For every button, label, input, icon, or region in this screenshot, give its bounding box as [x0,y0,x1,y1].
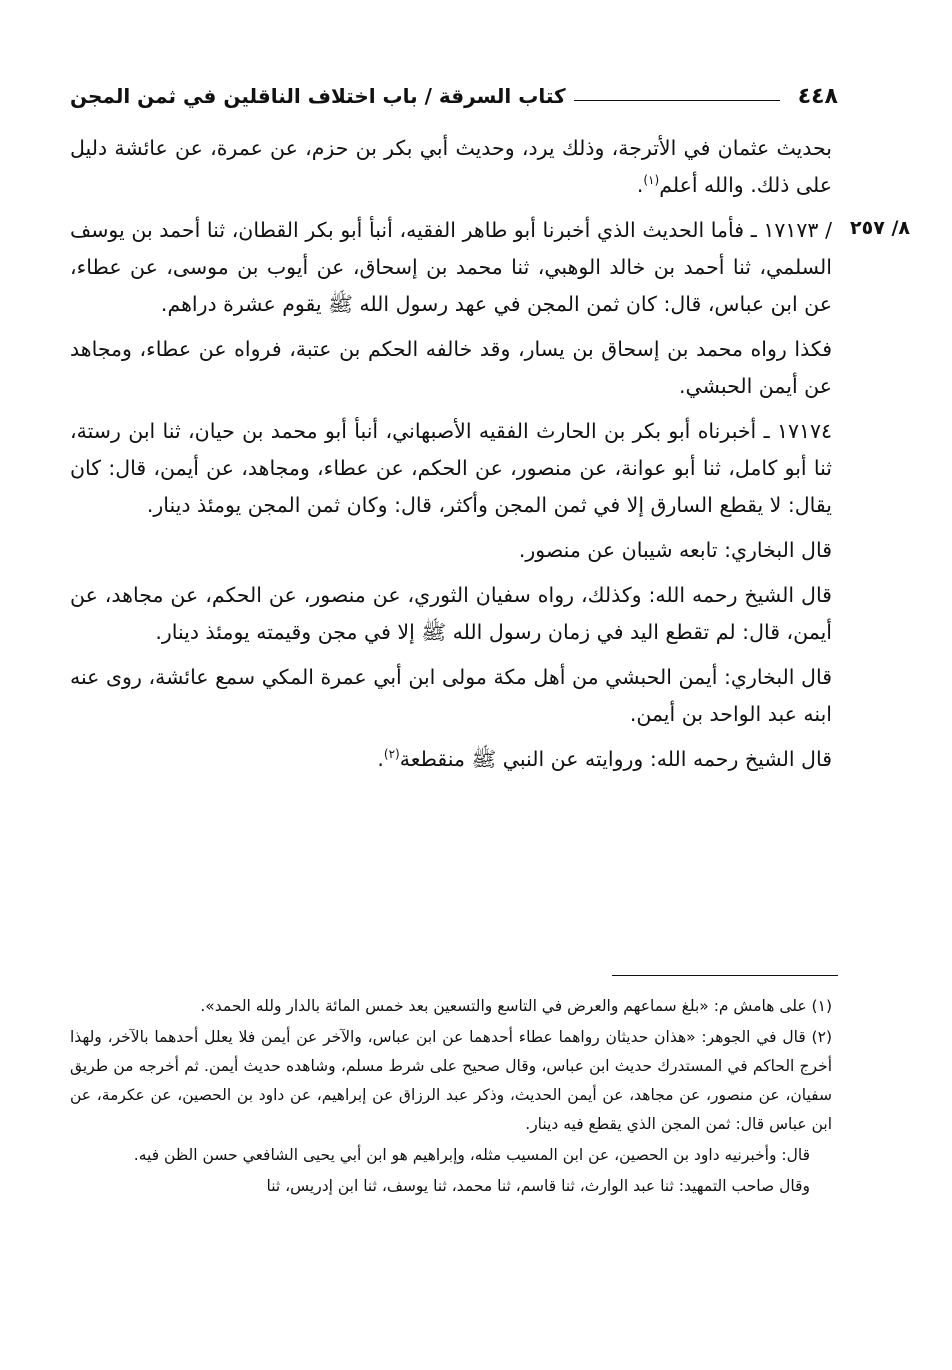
footnote-ref-1: (١) [643,173,660,188]
paragraph-8-text: قال الشيخ رحمه الله: وروايته عن النبي ﷺ منقطعة [399,747,832,771]
paragraph-5: قال البخاري: تابعه شيبان عن منصور. [518,538,832,562]
paragraph-8 [70,741,832,778]
header-rule [574,100,780,101]
page-header [70,78,838,114]
paragraph-6: قال الشيخ رحمه الله: وكذلك، رواه سفيان الثوري، عن منصور، عن الحكم، عن مجاهد، عن أيمن، قال: لم تقطع اليد في زمان رسول الله ﷺ إلا في مجن وقيمته يومئذ دينار. [70,583,832,644]
paragraph-7: قال البخاري: أيمن الحبشي من أهل مكة مولى ابن أبي عمرة المكي سمع عائشة، روى عنه ابنه عبد الواحد بن أيمن. [70,665,832,726]
margin-reference: ٨/ ٢٥٧ [850,217,910,239]
page-number: ٤٤٨ [797,83,838,109]
paragraph-4: ١٧١٧٤ ـ أخبرناه أبو بكر بن الحارث الفقيه الأصبهاني، أنبأ أبو محمد بن حيان، ثنا ابن رستة، ثنا أبو كامل، ثنا أبو عوانة، عن منصور، عن الحكم، عن عطاء، ومجاهد، عن أيمن، قال: كان يقال: لا يقطع السارق إلا في ثمن المجن وأكثر، قال: وكان ثمن المجن يومئذ دينار. [70,419,832,517]
footnote-rule [612,975,838,976]
running-title: كتاب السرقة / باب اختلاف الناقلين في ثمن المجن [70,84,566,108]
footnote-2-continued-2: وقال صاحب التمهيد: ثنا عبد الوارث، ثنا قاسم، ثنا محمد، ثنا يوسف، ثنا ابن إدريس، ثنا [266,1177,810,1195]
paragraph-8-end: . [377,747,384,771]
paragraph-1-text: بحديث عثمان في الأترجة، وذلك يرد، وحديث أبي بكر بن حزم، عن عمرة، عن عائشة دليل على ذلك. والله أعلم [70,136,832,197]
footnote-ref-2: (٢) [383,747,400,762]
footnote-2: (٢) قال في الجوهر: «هذان حديثان رواهما عطاء أحدهما عن ابن عباس، والآخر عن أيمن فلا يعلل أحدهما بالآخر، ولهذا أخرج الحاكم في المستدرك حديث ابن عباس، وقال صحيح على شرط مسلم، وشاهده حديث أيمن. ثم أخرجه من طريق سفيان، عن منصور، عن مجاهد، عن أيمن الحديث، وذكر عبد الرزاق عن إبراهيم، عن داود بن الحصين، عن عكرمة، عن ابن عباس قال: ثمن المجن الذي يقطع فيه دينار. [70,1028,832,1133]
main-text [70,130,832,786]
footnotes [70,992,832,1203]
paragraph-2: / ١٧١٧٣ ـ فأما الحديث الذي أخبرنا أبو طاهر الفقيه، أنبأ أبو بكر القطان، ثنا أحمد بن يوسف السلمي، ثنا أحمد بن خالد الوهبي، ثنا محمد بن إسحاق، عن أيوب بن موسى، عن عطاء، عن ابن عباس، قال: كان ثمن المجن في عهد رسول الله ﷺ يقوم عشرة دراهم. [70,218,832,316]
footnote-2-continued: قال: وأخبرنيه داود بن الحصين، عن ابن المسيب مثله، وإبراهيم هو ابن أبي يحيى الشافعي حسن الظن فيه. [133,1146,810,1164]
paragraph-3: فكذا رواه محمد بن إسحاق بن يسار، وقد خالفه الحكم بن عتبة، فرواه عن عطاء، ومجاهد عن أيمن الحبشي. [70,337,832,398]
paragraph-1-end: . [636,173,644,197]
paragraph-1 [70,130,832,204]
footnote-1: (١) على هامش م: «بلغ سماعهم والعرض في التاسع والتسعين بعد خمس المائة بالدار ولله الحمد». [200,997,832,1015]
